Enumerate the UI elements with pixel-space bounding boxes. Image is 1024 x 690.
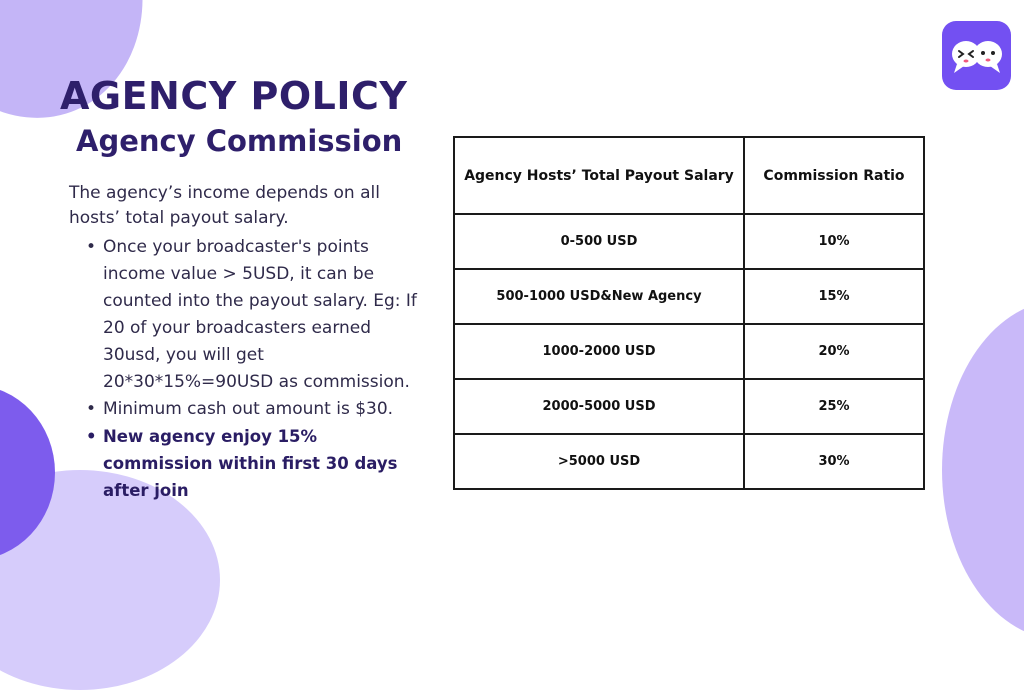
commission-ratio-cell: 25% <box>744 379 924 434</box>
salary-range-cell: >5000 USD <box>454 434 744 489</box>
page-title: AGENCY POLICY <box>60 74 408 118</box>
table-row <box>454 214 924 269</box>
column-header-payout-salary: Agency Hosts’ Total Payout Salary <box>454 137 744 214</box>
commission-ratio-cell: 15% <box>744 269 924 324</box>
table-header-row <box>454 137 924 214</box>
commission-table <box>453 136 925 490</box>
decorative-blob-bottom-right <box>942 300 1024 640</box>
two-chat-bubble-faces-icon <box>949 36 1005 76</box>
page-subtitle: Agency Commission <box>76 124 403 158</box>
app-logo <box>942 21 1011 90</box>
salary-range-cell: 1000-2000 USD <box>454 324 744 379</box>
table-row <box>454 379 924 434</box>
commission-ratio-cell: 20% <box>744 324 924 379</box>
salary-range-cell: 500-1000 USD&New Agency <box>454 269 744 324</box>
table-row <box>454 434 924 489</box>
bullet-new-agency-offer: • New agency enjoy 15% commission within first 30 days after join <box>82 423 427 504</box>
policy-bullet-list <box>82 234 427 504</box>
commission-ratio-cell: 30% <box>744 434 924 489</box>
table-row <box>454 269 924 324</box>
table-row <box>454 324 924 379</box>
salary-range-cell: 0-500 USD <box>454 214 744 269</box>
intro-text: The agency’s income depends on all hosts’ total payout salary. <box>69 183 380 228</box>
column-header-commission-ratio: Commission Ratio <box>744 137 924 214</box>
salary-range-cell: 2000-5000 USD <box>454 379 744 434</box>
bullet-payout-rule: • Once your broadcaster's points income value > 5USD, it can be counted into the payout salary. Eg: If 20 of your broadcasters earned 30usd, you will get 20*30*15%=90USD as commission. <box>82 234 427 396</box>
bullet-minimum-cashout: • Minimum cash out amount is $30. <box>82 396 427 423</box>
commission-ratio-cell: 10% <box>744 214 924 269</box>
